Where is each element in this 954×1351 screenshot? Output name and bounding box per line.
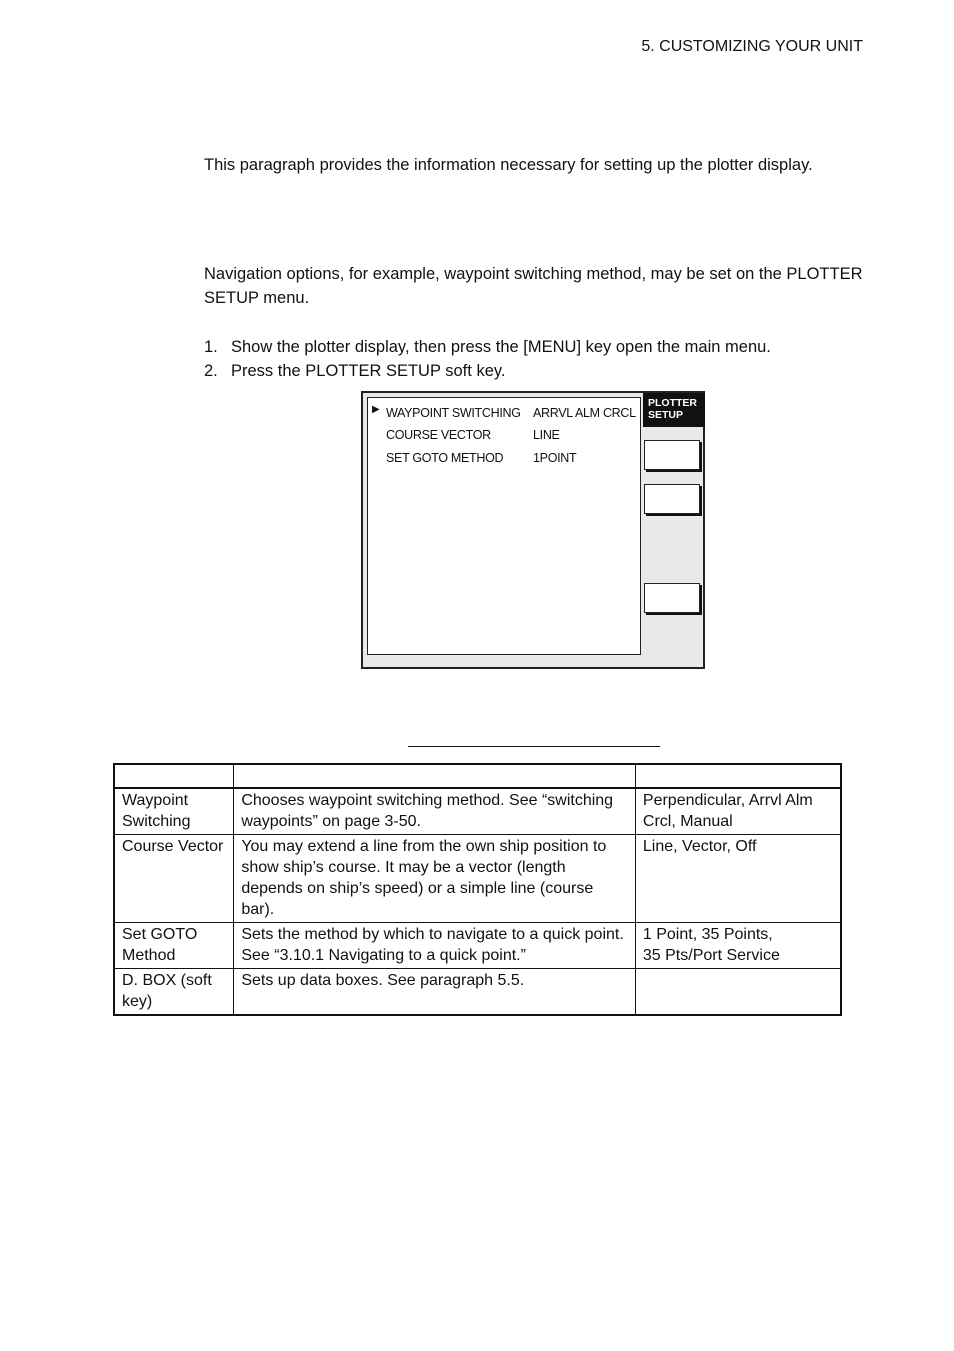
options-cell: Perpendicular, Arrvl Alm Crcl, Manual — [635, 788, 841, 835]
step-text: Show the plotter display, then press the [MENU] key open the main menu. — [231, 338, 771, 356]
menu-item-label: COURSE VECTOR — [386, 428, 491, 442]
plotter-setup-screen — [361, 391, 705, 669]
menu-item-course-vector[interactable] — [368, 426, 640, 446]
soft-key-title-line1: PLOTTER — [648, 397, 697, 409]
soft-key-2[interactable] — [644, 484, 700, 514]
table-row — [114, 835, 841, 923]
table-header-row — [114, 764, 841, 788]
table-row — [114, 788, 841, 835]
soft-key-title-line2: SETUP — [648, 409, 684, 421]
menu-item-label: WAYPOINT SWITCHING — [386, 406, 521, 420]
soft-key-bar — [643, 393, 705, 669]
step-number: 2. — [204, 362, 218, 380]
item-cell: Set GOTO Method — [114, 923, 234, 969]
menu-item-label: SET GOTO METHOD — [386, 451, 504, 465]
header-cell — [234, 764, 636, 788]
options-cell — [635, 969, 841, 1016]
description-cell: Sets up data boxes. See paragraph 5.5. — [234, 969, 636, 1016]
step-text: Press the PLOTTER SETUP soft key. — [231, 362, 506, 380]
nav-options-paragraph: Navigation options, for example, waypoint switching method, may be set on the PLOTTER SETUP menu. — [204, 265, 863, 307]
options-line: 1 Point, 35 Points, — [642, 926, 773, 943]
step-number: 1. — [204, 338, 218, 356]
header-cell — [635, 764, 841, 788]
navigation-options-table — [113, 763, 842, 1016]
options-cell — [635, 923, 841, 969]
plotter-setup-menu — [367, 397, 641, 655]
step-2 — [204, 359, 505, 383]
header-cell — [114, 764, 234, 788]
menu-item-set-goto-method[interactable] — [368, 449, 640, 469]
item-cell: Course Vector — [114, 835, 234, 923]
intro-paragraph: This paragraph provides the information necessary for setting up the plotter display. — [204, 156, 813, 174]
step-1 — [204, 335, 771, 359]
item-cell: Waypoint Switching — [114, 788, 234, 835]
options-line: 35 Pts/Port Service — [642, 947, 780, 964]
soft-key-1[interactable] — [644, 440, 700, 470]
table-row — [114, 969, 841, 1016]
soft-key-title — [643, 393, 705, 427]
description-cell: Chooses waypoint switching method. See “switching waypoints” on page 3-50. — [234, 788, 636, 835]
menu-item-value: LINE — [533, 428, 560, 442]
menu-item-value: 1POINT — [533, 451, 577, 465]
options-cell: Line, Vector, Off — [635, 835, 841, 923]
table-title-rule — [408, 746, 660, 747]
soft-key-3[interactable] — [644, 583, 700, 613]
chapter-header: 5. CUSTOMIZING YOUR UNIT — [641, 38, 863, 55]
description-cell: You may extend a line from the own ship position to show ship’s course. It may be a vector (length depends on ship’s speed) or a simple line (course bar). — [234, 835, 636, 923]
cursor-arrow-icon: ▶ — [372, 404, 380, 415]
table-row — [114, 923, 841, 969]
item-cell: D. BOX (soft key) — [114, 969, 234, 1016]
description-cell: Sets the method by which to navigate to a quick point. See “3.10.1 Navigating to a quick point.” — [234, 923, 636, 969]
menu-item-value: ARRVL ALM CRCL — [533, 406, 636, 420]
menu-item-waypoint-switching[interactable] — [368, 404, 640, 424]
